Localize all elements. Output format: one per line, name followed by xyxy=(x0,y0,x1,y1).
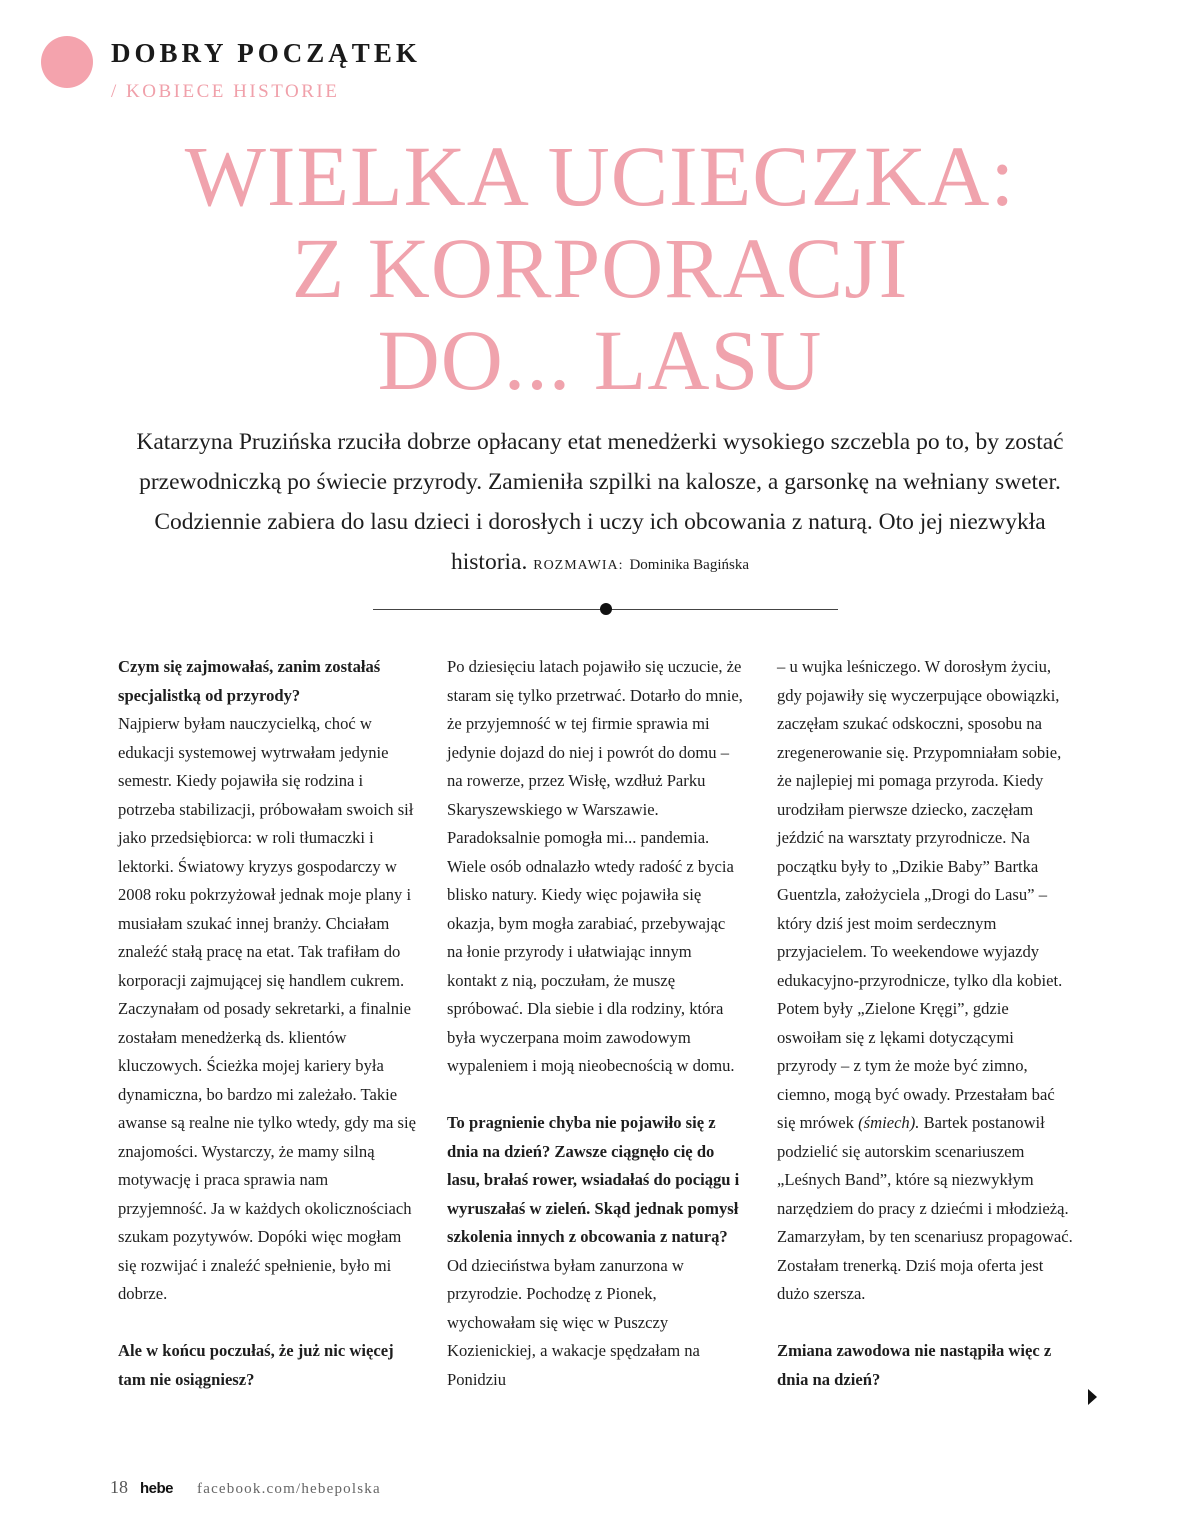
page-number: 18 xyxy=(110,1477,128,1497)
answer-aside: (śmiech). xyxy=(858,1113,920,1132)
interview-question: Zmiana zawodowa nie nastąpiła więc z dnia na dzień? xyxy=(777,1341,1052,1389)
interview-answer: Po dziesięciu latach pojawiło się uczucie, że staram się tylko przetrwać. Dotarło do mnie, że przyjemność w tej firmie sprawia mi jedynie dojazd do niej i powrót do domu – na rowerze, przez Wisłę, wzdłuż Parku Skaryszewskiego w Warszawie. Paradoksalnie pomogła mi... pandemia. Wiele osób odnalazło wtedy radość z bycia blisko natury. Kiedy więc pojawiła się okazja, bym mogła zarabiać, przebywając na łonie przyrody i ułatwiając innym kontakt z nią, poczułam, że muszę spróbować. Dla siebie i dla rodziny, która była wyczerpana moim zawodowym wypaleniem i moją nieobecnością w domu. xyxy=(447,657,743,1075)
answer-text: Bartek postanowił podzielić się autorskim scenariuszem „Leśnych Band”, które są niezwykłym narzędziem do pracy z dziećmi i młodzieżą. Zamarzyłam, by ten scenariusz propagować. Zostałam trenerką. Dziś moja oferta jest dużo szersza. xyxy=(777,1113,1073,1303)
article-column-1 xyxy=(118,653,416,1394)
byline-author: Dominika Bagińska xyxy=(629,557,750,573)
headline-line-1: WIELKA UCIECZKA: xyxy=(184,128,1016,224)
brand-logo: hebe xyxy=(140,1480,174,1497)
byline-label: ROZMAWIA: xyxy=(533,558,624,573)
interview-question: Czym się zajmowałaś, zanim zostałaś specjalistką od przyrody? xyxy=(118,657,381,705)
interview-answer xyxy=(777,653,1075,1309)
article-column-3 xyxy=(777,653,1075,1394)
interview-answer: Najpierw byłam nauczycielką, choć w edukacji systemowej wytrwałam jedynie semestr. Kiedy pojawiła się rodzina i potrzeba stabilizacji, próbowałam swoich sił jako przedsiębiorca: w roli tłumaczki i lektorki. Światowy kryzys gospodarczy w 2008 roku pokrzyżował jednak moje plany i musiałam szukać innej branży. Chciałam znaleźć stałą pracę na etat. Tak trafiłam do korporacji zajmującej się handlem cukrem. Zaczynałam od posady sekretarki, a finalnie zostałam menedżerką ds. klientów kluczowych. Ścieżka mojej kariery była dynamiczna, bo bardzo mi zależało. Takie awanse są realne nie tylko wtedy, gdy ma się znajomości. Wystarczy, że mamy silną motywację i praca sprawia nam przyjemność. Ja w każdych okolicznościach szukam pozytywów. Dopóki więc mogłam się rozwijać i znaleźć spełnienie, było mi dobrze. xyxy=(118,714,416,1303)
headline-line-2: Z KORPORACJI xyxy=(291,220,909,316)
lead-text: Katarzyna Pruzińska rzuciła dobrze opłacany etat menedżerki wysokiego szczebla po to, by zostać przewodniczką po świecie przyrody. Zamieniła szpilki na kalosze, a garsonkę na wełniany sweter. Codziennie zabiera do lasu dzieci i dorosłych i uczy ich obcowania z naturą. Oto jej niezwykła historia. xyxy=(136,429,1064,575)
headline-line-3: DO... LASU xyxy=(377,312,823,408)
section-title: DOBRY POCZĄTEK xyxy=(111,38,421,68)
page-footer xyxy=(110,1477,381,1498)
interview-answer: Od dzieciństwa byłam zanurzona w przyrodzie. Pochodzę z Pionek, wychowałam się więc w Puszczy Kozienickiej, a wakacje spędzałam na Ponidziu xyxy=(447,1255,700,1389)
interview-question: To pragnienie chyba nie pojawiło się z dnia na dzień? Zawsze ciągnęło cię do lasu, brałaś rower, wsiadałaś do pociągu i wyruszałaś w zieleń. Skąd jednak pomysł szkolenia innych z obcowania z naturą? xyxy=(447,1113,740,1246)
divider-dot xyxy=(600,603,612,615)
footer-url: facebook.com/hebepolska xyxy=(197,1481,381,1497)
section-subtitle: / KOBIECE HISTORIE xyxy=(111,81,340,102)
section-marker-dot xyxy=(41,36,93,88)
triangle-right-icon xyxy=(1088,1389,1097,1405)
article-lead xyxy=(130,422,1070,586)
interview-question: Ale w końcu poczułaś, że już nic więcej tam nie osiągniesz? xyxy=(118,1341,394,1389)
article-headline xyxy=(0,130,1200,406)
article-column-2 xyxy=(447,653,745,1394)
answer-text: – u wujka leśniczego. W dorosłym życiu, gdy pojawiły się wyczerpujące obowiązki, zaczęłam szukać odskoczni, sposobu na zregenerowanie się. Przypomniałam sobie, że najlepiej mi pomaga przyroda. Kiedy urodziłam pierwsze dziecko, zaczęłam jeździć na warsztaty przyrodnicze. Na początku były to „Dzikie Baby” Bartka Guentzla, założyciela „Drogi do Lasu” – który dziś jest moim serdecznym przyjacielem. To weekendowe wyjazdy edukacyjno-przyrodnicze, tylko dla kobiet. Potem były „Zielone Kręgi”, gdzie oswoiłam się z lękami dotyczącymi przyrody – z tym że może być zimno, ciemno, mogą być owady. Przestałam bać się mrówek xyxy=(777,657,1063,1132)
